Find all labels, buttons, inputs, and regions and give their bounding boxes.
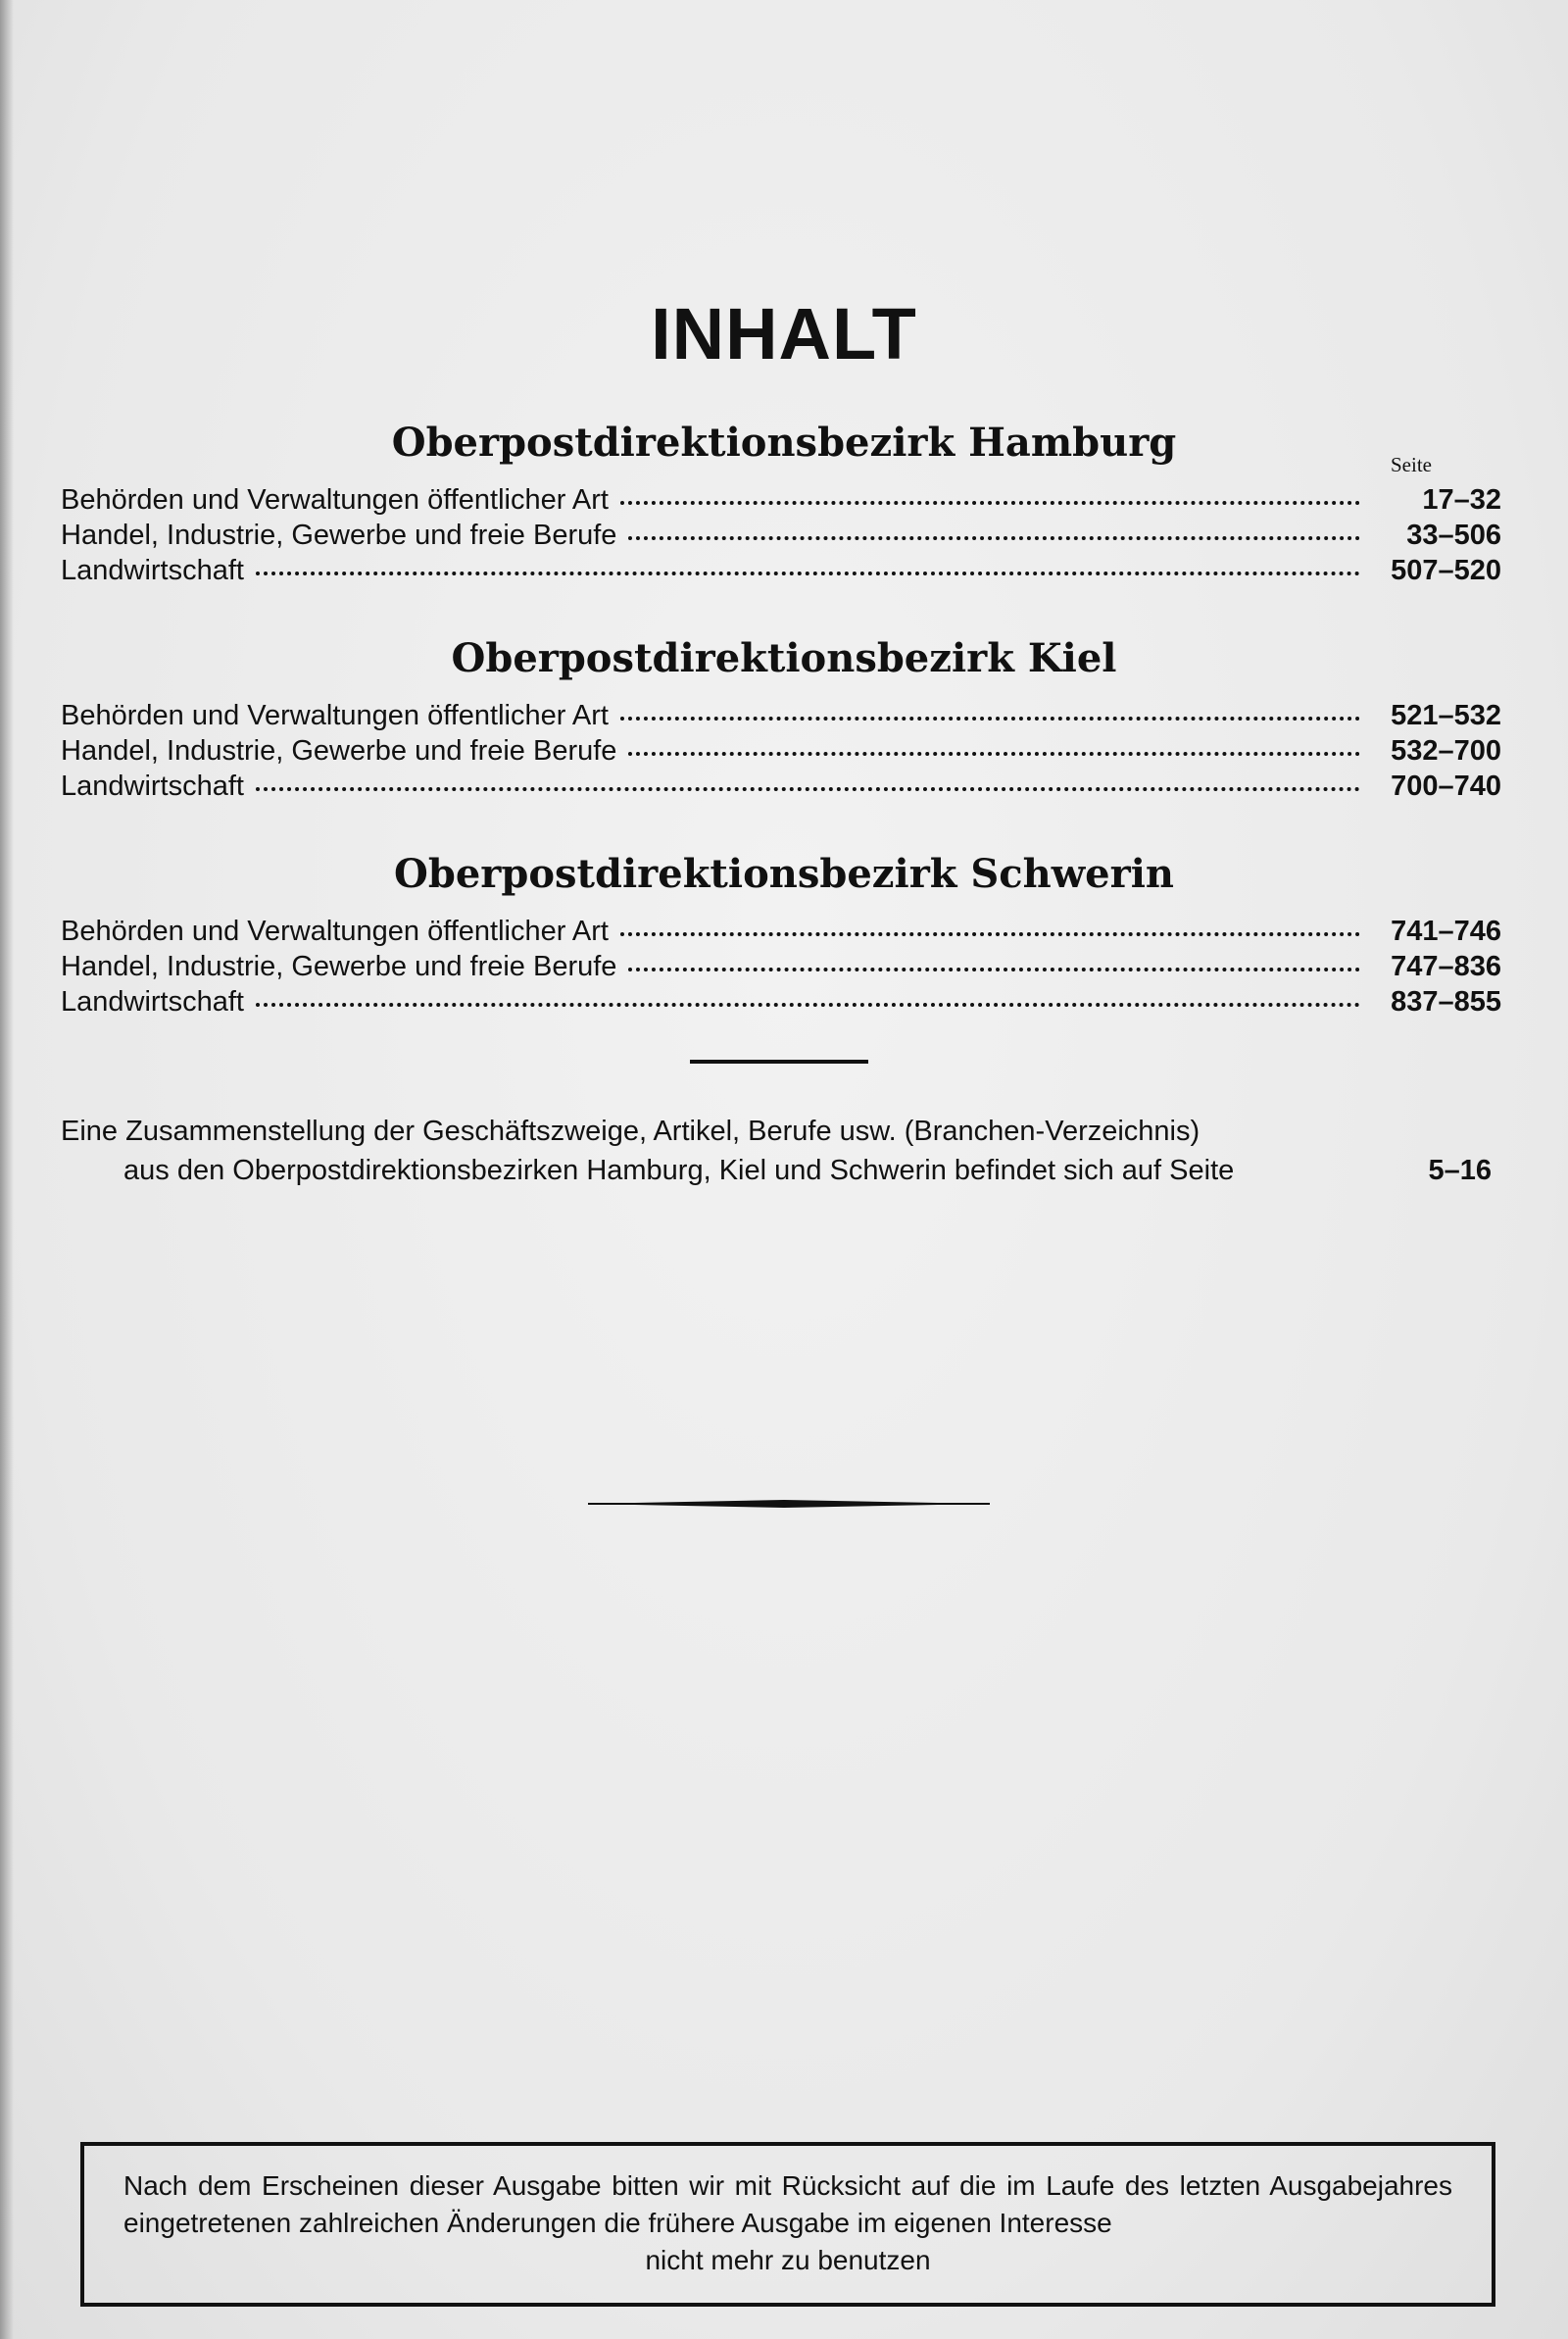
section-divider — [690, 1060, 868, 1064]
toc-row-pages: 532–700 — [1391, 735, 1501, 767]
toc-row[interactable] — [61, 986, 1501, 1023]
toc-row-pages: 700–740 — [1391, 771, 1501, 802]
leader-dots — [620, 717, 1360, 721]
leader-dots — [628, 536, 1360, 540]
page-title: INHALT — [651, 293, 917, 374]
branchen-note-pages[interactable]: 5–16 — [1428, 1155, 1492, 1186]
leader-dots — [256, 1003, 1360, 1007]
toc-row[interactable] — [61, 916, 1501, 953]
toc-row-label: Handel, Industrie, Gewerbe und freie Berufe — [61, 520, 617, 551]
toc-row-pages: 33–506 — [1406, 520, 1501, 551]
ornamental-rule-icon — [588, 1494, 990, 1514]
section-heading-hamburg: Oberpostdirektionsbezirk Hamburg — [391, 420, 1177, 466]
branchen-note-line1: Eine Zusammenstellung der Geschäftszweige, Artikel, Berufe usw. (Branchen-Verzeichnis) — [61, 1116, 1200, 1147]
toc-row[interactable] — [61, 735, 1501, 772]
leader-dots — [256, 572, 1360, 575]
section-heading-schwerin: Oberpostdirektionsbezirk Schwerin — [394, 851, 1174, 897]
toc-row-label: Behörden und Verwaltungen öffentlicher Art — [61, 700, 609, 731]
toc-row-pages: 747–836 — [1391, 951, 1501, 982]
toc-row-pages: 17–32 — [1422, 484, 1501, 516]
toc-row-label: Behörden und Verwaltungen öffentlicher Art — [61, 484, 609, 516]
leader-dots — [256, 787, 1360, 791]
section-heading-kiel: Oberpostdirektionsbezirk Kiel — [451, 635, 1117, 681]
leader-dots — [620, 932, 1360, 936]
toc-row[interactable] — [61, 484, 1501, 522]
toc-row-pages: 837–855 — [1391, 986, 1501, 1018]
leader-dots — [628, 968, 1360, 971]
toc-row-pages: 507–520 — [1391, 555, 1501, 586]
notice-box — [80, 2142, 1495, 2307]
toc-row[interactable] — [61, 520, 1501, 557]
branchen-note-line2-text: aus den Oberpostdirektionsbezirken Hamburg, Kiel und Schwerin befindet sich auf Seite — [123, 1155, 1235, 1186]
toc-row-label: Landwirtschaft — [61, 771, 244, 802]
toc-row[interactable] — [61, 700, 1501, 737]
toc-row-label: Handel, Industrie, Gewerbe und freie Berufe — [61, 951, 617, 982]
leader-dots — [628, 752, 1360, 756]
seite-column-label: Seite — [1391, 453, 1432, 476]
notice-text: Nach dem Erscheinen dieser Ausgabe bitten wir mit Rücksicht auf die im Laufe des letzten Ausgabejahres eingetretenen zahlreichen Änderungen die frühere Ausgabe im eigenen Interesse — [123, 2170, 1452, 2238]
toc-row-label: Handel, Industrie, Gewerbe und freie Berufe — [61, 735, 617, 767]
toc-row-pages: 741–746 — [1391, 916, 1501, 947]
toc-row-pages: 521–532 — [1391, 700, 1501, 731]
toc-row[interactable] — [61, 555, 1501, 592]
branchen-note — [61, 1112, 1492, 1190]
branchen-note-line2 — [61, 1151, 1492, 1190]
toc-row-label: Behörden und Verwaltungen öffentlicher Art — [61, 916, 609, 947]
toc-row-label: Landwirtschaft — [61, 555, 244, 586]
toc-row-label: Landwirtschaft — [61, 986, 244, 1018]
leader-dots — [620, 501, 1360, 505]
toc-row[interactable] — [61, 951, 1501, 988]
toc-row[interactable] — [61, 771, 1501, 808]
notice-last-line: nicht mehr zu benutzen — [645, 2245, 931, 2275]
